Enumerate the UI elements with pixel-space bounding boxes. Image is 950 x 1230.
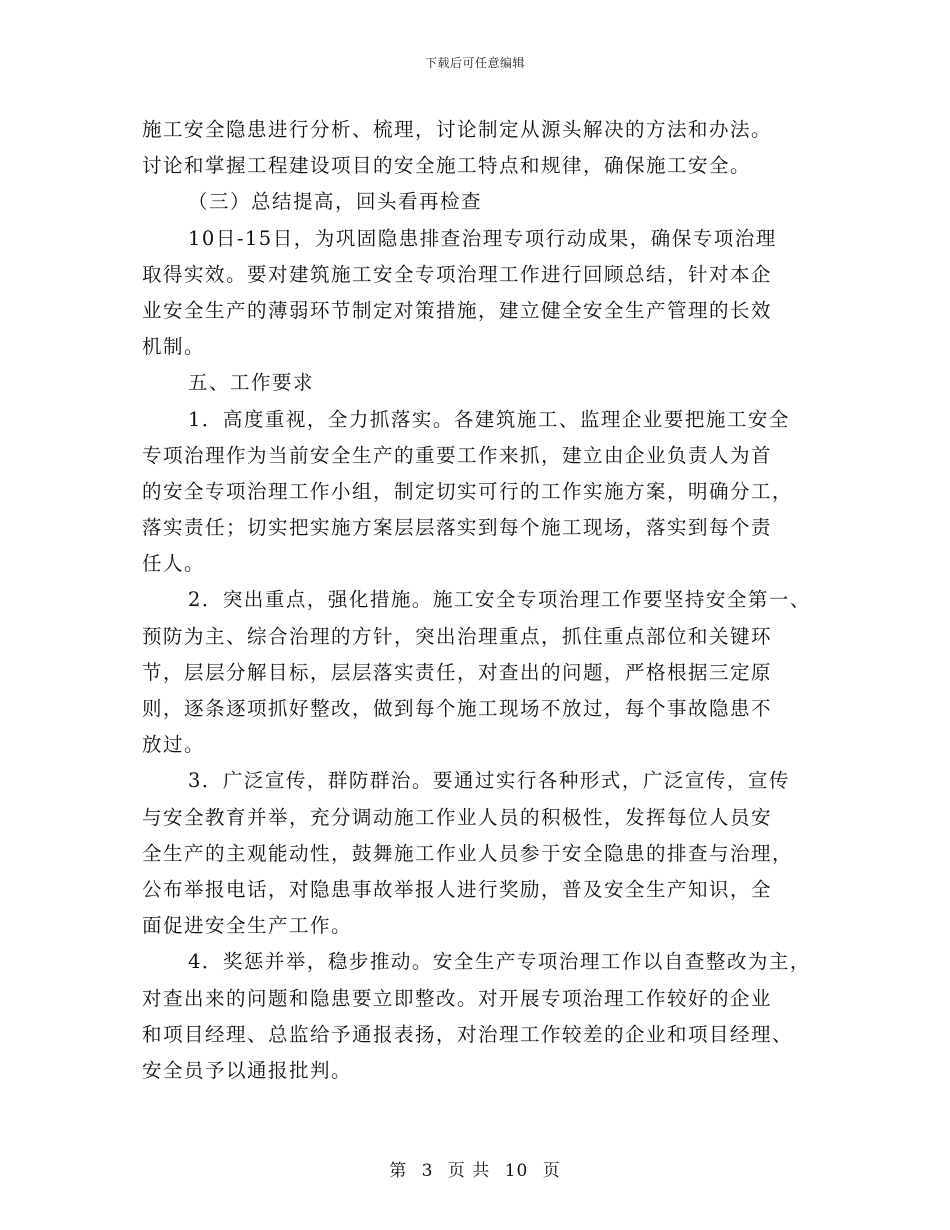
text-line: 安全员予以通报批判。 (142, 1058, 353, 1082)
footer-prefix: 第 (389, 1161, 408, 1181)
page-footer (0, 1156, 950, 1181)
text-line: 2．突出重点，强化措施。施工安全专项治理工作要坚持安全第一、 (188, 588, 811, 612)
text-line: 专项治理作为当前安全生产的重要工作来抓，建立由企业负责人为首 (142, 443, 773, 467)
text-line: 节，层层分解目标，层层落实责任，对查出的问题，严格根据三定原 (142, 660, 773, 684)
text-line: 讨论和掌握工程建设项目的安全施工特点和规律，确保施工安全。 (142, 154, 752, 178)
text-line: 则，逐条逐项抓好整改，做到每个施工现场不放过，每个事故隐患不 (142, 697, 773, 720)
text-line: 3．广泛宣传，群防群治。要通过实行各种形式，广泛宣传，宣传 (188, 769, 790, 793)
text-line: 任人。 (142, 552, 206, 576)
text-line: 落实责任；切实把实施方案层层落实到每个施工现场，落实到每个责 (142, 516, 773, 540)
text-line: 和项目经理、总监给予通报表扬，对治理工作较差的企业和项目经理、 (142, 1022, 794, 1046)
section-heading: 五、工作要求 (188, 371, 315, 395)
text-line: 机制。 (142, 335, 206, 359)
text-line: 公布举报电话，对隐患事故举报人进行奖励，普及安全生产知识，全 (142, 877, 773, 901)
text-line: 面促进安全生产工作。 (142, 914, 353, 938)
total-page-count: 10 (504, 1161, 529, 1181)
text-line: 放过。 (142, 733, 206, 757)
text-line: 对查出来的问题和隐患要立即整改。对开展专项治理工作较好的企业 (142, 986, 773, 1010)
text-line: 施工安全隐患进行分析、梳理，讨论制定从源头解决的方法和办法。 (142, 118, 773, 141)
body-text (142, 112, 822, 1089)
page-header: 下载后可任意编辑 (424, 56, 525, 70)
text-line: 取得实效。要对建筑施工安全专项治理工作进行回顾总结，针对本企 (142, 262, 773, 286)
text-line: 与安全教育并举，充分调动施工作业人员的积极性，发挥每位人员安 (142, 805, 773, 829)
footer-middle: 页 共 (447, 1161, 491, 1181)
text-line: 的安全专项治理工作小组，制定切实可行的工作实施方案，明确分工， (142, 479, 794, 503)
text-line: 全生产的主观能动性，鼓舞施工作业人员参于安全隐患的排查与治理， (142, 841, 794, 865)
text-line: 预防为主、综合治理的方针，突出治理重点，抓住重点部位和关键环 (142, 624, 773, 648)
text-line: 4．奖惩并举，稳步推动。安全生产专项治理工作以自查整改为主， (188, 950, 811, 974)
text-line: 业安全生产的薄弱环节制定对策措施，建立健全安全生产管理的长效 (142, 298, 773, 322)
text-line: 10日-15日，为巩固隐患排查治理专项行动成果，确保专项治理 (188, 226, 777, 250)
text-line: 1．高度重视，全力抓落实。各建筑施工、监理企业要把施工安全 (188, 407, 790, 431)
current-page-number: 3 (421, 1161, 434, 1181)
footer-suffix: 页 (542, 1161, 561, 1181)
section-heading: （三）总结提高，回头看再检查 (188, 190, 483, 214)
